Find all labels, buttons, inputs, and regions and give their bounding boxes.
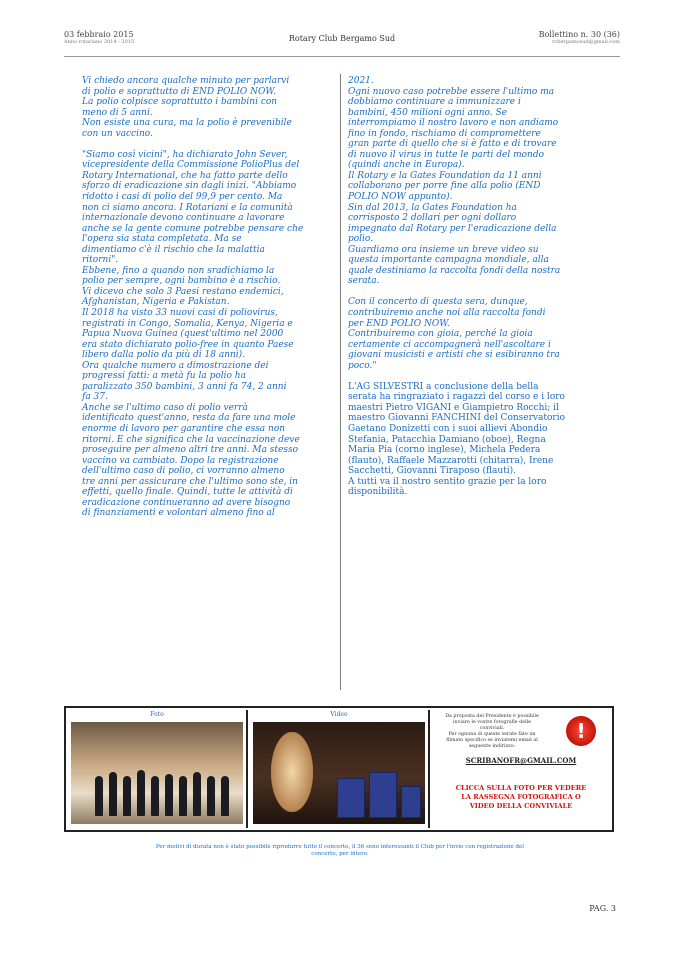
header-date: 03 febbraio 2015 bbox=[64, 30, 134, 39]
performer-figure bbox=[165, 774, 173, 816]
header-club-name: Rotary Club Bergamo Sud bbox=[288, 34, 396, 43]
performer-figure bbox=[179, 776, 187, 816]
header-bulletin-block bbox=[539, 30, 620, 45]
concert-photo[interactable] bbox=[71, 722, 243, 824]
performer-figure bbox=[137, 770, 145, 816]
rotary-banner bbox=[369, 772, 397, 818]
photo-label: Foto bbox=[150, 711, 164, 718]
performer-figure bbox=[151, 776, 159, 816]
page-header bbox=[64, 30, 620, 54]
submission-email-link[interactable]: SCRIBANOFR@GMAIL.COM bbox=[465, 756, 577, 765]
header-bulletin: Bollettino n. 30 (36) bbox=[538, 30, 620, 39]
header-bulletin-sub: rcbergamosud@gmail.com bbox=[552, 39, 620, 45]
right-column bbox=[348, 76, 606, 498]
performer-figure bbox=[207, 776, 215, 816]
video-panel[interactable] bbox=[250, 710, 430, 828]
performer-figure bbox=[123, 776, 131, 816]
performer-figure bbox=[221, 776, 229, 816]
paragraph-gap bbox=[82, 139, 340, 150]
right-paragraph-2: Con il concerto di questa sera, dunque, contribuiremo anche noi alla raccolta fondi per END POLIO NOW. Contribuiremo con gioia, perché la gioia certamente ci accompagnerà nell'ascoltare i giovani musicisti e artisti che si esibiranno tra poco." bbox=[348, 297, 560, 371]
photo-panel[interactable] bbox=[68, 710, 248, 828]
header-divider bbox=[64, 56, 620, 57]
alert-icon: ! bbox=[566, 716, 596, 746]
left-column bbox=[82, 76, 340, 519]
performer-figure bbox=[109, 772, 117, 816]
video-label: Video bbox=[330, 711, 348, 718]
left-paragraph-1: Vi chiedo ancora qualche minuto per parlarvi di polio e soprattutto di END POLIO NOW. La polio colpisce soprattutto i bambini con meno di 5 anni. Non esiste una cura, ma la polio è prevenibile con un vaccino. bbox=[82, 76, 292, 139]
page-number: PAG. 3 bbox=[589, 904, 616, 913]
performer-figure bbox=[193, 772, 201, 816]
rotary-banner bbox=[337, 778, 365, 818]
submission-note-text: Da proposta del Presidente è possibile inviare le vostre fotografie delle conviviali. Per ognuna di queste serate fate un filmato specifico se inviatemi email al seguente indirizzo: bbox=[445, 714, 539, 749]
media-strip bbox=[64, 706, 614, 832]
footnote: Per motivi di durata non è stato possibile riprodurre tutto il concerto, il 36 sono interessanti il Club per l'invio con registrazione del concerto, per intero. bbox=[155, 844, 525, 857]
paragraph-gap bbox=[348, 287, 606, 298]
submission-note-panel bbox=[432, 710, 610, 828]
column-divider bbox=[340, 74, 341, 690]
performer-figure bbox=[95, 776, 103, 816]
rotary-banner bbox=[401, 786, 421, 818]
header-date-sub: Anno rotariano 2014 - 2015 bbox=[64, 39, 135, 45]
gallery-cta[interactable]: CLICCA SULLA FOTO PER VEDERE LA RASSEGNA FOTOGRAFICA O VIDEO DELLA CONVIVIALE bbox=[455, 784, 587, 810]
performer-figure bbox=[271, 732, 313, 812]
right-paragraph-1: 2021. Ogni nuovo caso potrebbe essere l'ultimo ma dobbiamo continuare a immunizzare i bambini, 450 milioni ogni anno. Se interrompiamo il nostro lavoro e non andiamo fino in fondo, rischiamo di compromettere gran parte di quello che si è fatto e di trovare di nuovo il virus in tutte le parti del mondo (quindi anche in Europa). Il Rotary e la Gates Foundation da 11 anni collaborano per porre fine alla polio (END POLIO NOW appunto). Sin dal 2013, la Gates Foundation ha corrisposto 2 dollari per ogni dollaro impegnato dal Rotary per l'eradicazione della polio. Guardiamo ora insieme un breve video su questa importante campagna mondiale, alla quale destiniamo la raccolta fondi della nostra serata. bbox=[348, 76, 561, 287]
concert-video-thumbnail[interactable] bbox=[253, 722, 425, 824]
right-paragraph-3: L'AG SILVESTRI a conclusione della bella serata ha ringraziato i ragazzi del corso e i loro maestri Pietro VIGANI e Giampietro Rocchi; il maestro Giovanni FANCHINI del Conservatorio Gaetano Donizetti con i suoi allievi Abondio Stefania, Patacchia Damiano (oboe), Regna Maria Pia (corno inglese), Michela Pedera (flauto), Raffaele Mazzarotti (chitarra), Irene Sacchetti, Giovanni Tiraposo (flauti). A tutti va il nostro sentito grazie per la loro disponibilità. bbox=[348, 381, 565, 498]
paragraph-gap bbox=[348, 371, 606, 382]
left-paragraph-2: "Siamo così vicini", ha dichiarato John Sever, vicepresidente della Commissione PolioPlus del Rotary International, che ha fatto parte dello sforzo di eradicazione sin dagli inizi. "Abbiamo ridotto i casi di polio del 99,9 per cento. Ma non ci siamo ancora. I Rotariani e la comunità internazionale devono continuare a lavorare anche se la gente comune potrebbe pensare che l'opera sia stata completata. Ma se dimentiamo c'è il rischio che la malattia ritorni". Ebbene, fino a quando non sradichiamo la polio per sempre, ogni bambino è a rischio. Vi dicevo che solo 3 Paesi restano endemici, Afghanistan, Nigeria e Pakistan. Il 2018 ha visto 33 nuovi casi di poliovirus, registrati in Congo, Somalia, Kenya, Nigeria e Papua Nuova Guinea (quest'ultimo nel 2000 era stato dichiarato polio-free in quanto Paese libero dalla polio da più di 18 anni). Ora qualche numero a dimostrazione dei progressi fatti: a metà fu la polio ha paralizzato 350 bambini, 3 anni fa 74, 2 anni fa 37. Anche se l'ultimo caso di polio verrà identificato quest'anno, resta da fare una mole enorme di lavoro per garantire che essa non ritorni. E che significa che la vaccinazione deve proseguire per almeno altri tre anni. Ma stesso vaccino va cambiato. Dopo la registrazione dell'ultimo caso di polio, ci vorranno almeno tre anni per assicurare che l'ultimo sono ste, in effetti, quello finale. Quindi, tutte le attività di eradicazione continueranno ad avere bisogno di finanziamenti e volontari almeno fino al bbox=[82, 149, 304, 519]
